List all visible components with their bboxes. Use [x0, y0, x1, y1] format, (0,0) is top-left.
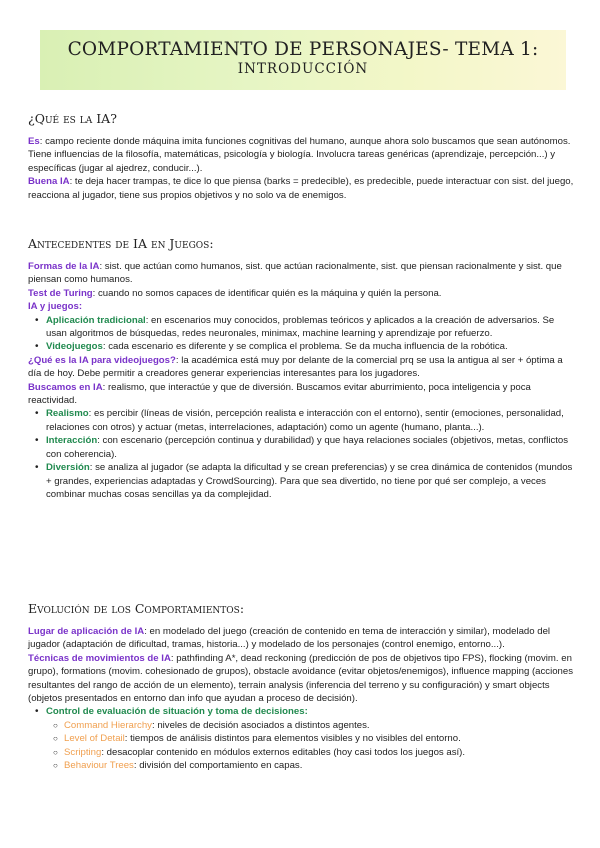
document-subtitle: INTRODUCCIÓN: [237, 61, 369, 77]
list-item: [28, 407, 574, 434]
term-text: : la académica está muy por delante de la comercial prq se usa la antigua al ser + óptima a día de hoy. Debe permitir a creadores generar experiencias interesantes para los jugadores.: [28, 354, 563, 380]
term-text: : cuando no somos capaces de identificar quién es la máquina y quién la persona.: [92, 287, 442, 299]
paragraph-lugar-aplicacion: [28, 625, 574, 652]
sublist-item: [28, 719, 574, 732]
list-item: [28, 314, 574, 341]
list-buscamos: [28, 407, 574, 501]
term-label: Behaviour Trees: [64, 760, 134, 772]
term-label: Aplicación tradicional: [46, 314, 146, 326]
term-text: : tiempos de análisis distintos para elementos visibles y no visibles del entorno.: [124, 733, 461, 745]
term-label: Control de evaluación de situación y toma de decisiones:: [46, 706, 308, 718]
term-label: Level of Detail: [64, 733, 125, 745]
term-text: : se analiza al jugador (se adapta la dificultad y se crean preferencias) y se crea dinámica de contenidos (mundos + grandes, experiencias adaptadas y CrowdSourcing). Para que sea divertido, no tiene por qué ser complejo, a veces combinar muchas cosas sencillas ya da complejidad.: [46, 462, 573, 500]
term-text: : cada escenario es diferente y se complica el problema. Se da mucha influencia de la robótica.: [102, 341, 508, 353]
term-text: : es percibir (líneas de visión, percepción realista e interacción con el entorno), sentir (emociones, personalidad, relaciones con otros) y actuar (metas, interrelaciones, adaptación) como un agente (humano, planta...).: [46, 408, 564, 433]
term-label: Videojuegos: [46, 341, 103, 353]
sublist-item: [28, 759, 574, 772]
sublist-control: [28, 719, 574, 773]
term-label: Scripting: [64, 746, 102, 758]
document-title: COMPORTAMIENTO DE PERSONAJES- TEMA 1:: [67, 39, 539, 60]
term-text: : pathfinding A*, dead reckoning (predicción de pos de objetivos tipo FPS), flocking (movim. en grupo), formations (movim. cohesionado de grupos), obstacle avoidance (evitar objetos/enemigos), influence mapping (acciones resultantes del rango de acción de un elemento), terrain analysis (inferencia del terreno y su configuración) y smart objects (objetos presentados en entorno dan info que ayudan a proceso de decisión).: [28, 652, 574, 705]
term-label: Buscamos en IA: [28, 381, 103, 393]
term-text: : realismo, que interactúe y que de diversión. Buscamos evitar aburrimiento, poca inteligencia y poca reactividad.: [28, 381, 531, 407]
list-ia-juegos: [28, 314, 574, 354]
paragraph-buena-ia: [28, 175, 574, 202]
section-que-es-ia: [28, 111, 574, 202]
paragraph-ia-juegos: [28, 300, 574, 313]
term-text: : te deja hacer trampas, te dice lo que piensa (barks = predecible), es predecible, puede interactuar con sist. del juego, reacciona al jugador, tiene sus propios objetivos y no solo va de enemigos.: [28, 176, 574, 201]
section-evolucion: [28, 601, 574, 772]
term-text: : campo reciente donde máquina imita funciones cognitivas del humano, aunque ahora solo buscamos que sean autónomos. Tiene influencias de la filosofía, matemáticas, psicología y biología. Involucra tareas genéricas (aprendizaje, percepción...) y específicas (jugar al ajedrez, conducir...).: [28, 136, 571, 174]
term-label: Técnicas de movimientos de IA: [28, 652, 171, 664]
paragraph-turing: [28, 287, 574, 300]
term-text: : con escenario (percepción continua y durabilidad) y que haya relaciones sociales (objetivos, metas, conflictos con coherencia).: [46, 435, 569, 460]
paragraph-buscamos: [28, 381, 574, 408]
term-text: : desacoplar contenido en módulos externos editables (hoy casi todos los juegos así).: [101, 746, 466, 758]
term-label: Command Hierarchy: [64, 719, 152, 731]
term-text: : división del comportamiento en capas.: [133, 760, 303, 772]
paragraph-es: [28, 135, 574, 175]
paragraph-tecnicas: [28, 652, 574, 706]
paragraph-ia-videojuegos: [28, 354, 574, 381]
term-text: : sist. que actúan como humanos, sist. que actúan racionalmente, sist. que piensan racionalmente y sist. que piensan como humanos.: [28, 261, 562, 286]
term-label: Test de Turing: [28, 287, 93, 299]
term-label: Buena IA: [28, 176, 70, 188]
list-item: [28, 461, 574, 501]
section-title: Antecedentes de IA en Juegos:: [28, 236, 214, 251]
list-control: [28, 705, 574, 772]
paragraph-formas-ia: [28, 260, 574, 287]
term-label: Es: [28, 136, 40, 147]
term-text: : niveles de decisión asociados a distintos agentes.: [151, 719, 370, 731]
section-title: Evolución de los Comportamientos:: [28, 601, 245, 616]
sublist-item: [28, 732, 574, 745]
term-label: Lugar de aplicación de IA: [28, 626, 145, 637]
term-text: : en modelado del juego (creación de contenido en tema de interacción y similar), modelado del jugador (adaptación de dificultad, tramas, historia...) y modelado de los personajes (control enemigo, entorno...).: [28, 626, 551, 651]
sublist-item: [28, 746, 574, 759]
term-label: Interacción: [46, 435, 98, 447]
term-label: IA y juegos:: [28, 301, 83, 313]
term-label: ¿Qué es la IA para videojuegos?: [28, 354, 176, 366]
term-label: Diversión: [46, 462, 90, 474]
section-antecedentes: [28, 236, 574, 501]
list-item: [28, 340, 574, 353]
list-item: [28, 434, 574, 461]
list-item: [28, 705, 574, 772]
term-label: Formas de la IA: [28, 261, 100, 272]
title-banner: [40, 30, 566, 90]
term-text: : en escenarios muy conocidos, problemas teóricos y aplicados a la creación de adversarios. Se usan algoritmos de búsquedas, redes neuronales, minimax, machine learning y aprendizaje por refuerzo.: [46, 314, 555, 340]
section-title: ¿Qué es la IA?: [28, 111, 117, 126]
term-label: Realismo: [46, 408, 89, 420]
